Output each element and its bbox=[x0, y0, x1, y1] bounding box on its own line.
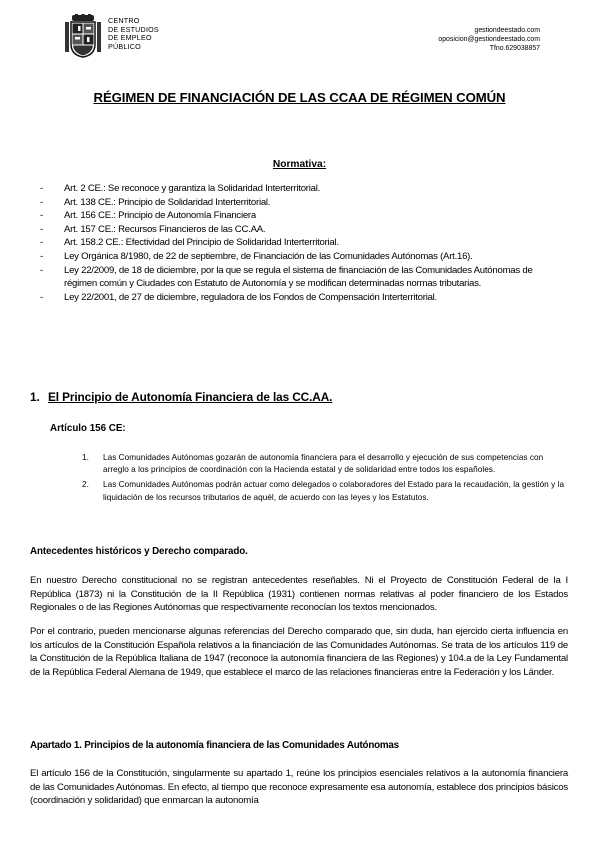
dash-bullet: - bbox=[40, 223, 43, 235]
normativa-item bbox=[40, 196, 564, 210]
article-item-text: Las Comunidades Autónomas podrán actuar como delegados o colaboradores del Estado para la recaudación, la gestión y la liquidación de los recursos tributarios de aquél, de acuerdo con las leyes y los Estatutos. bbox=[103, 480, 565, 502]
section-title: El Principio de Autonomía Financiera de las CC.AA. bbox=[48, 390, 333, 404]
website-text: gestiondeestado.com bbox=[474, 27, 540, 34]
normativa-item bbox=[40, 291, 564, 305]
article-item-text: Las Comunidades Autónomas gozarán de autonomía financiera para el desarrollo y ejecución de sus competencias con arreglo a los principios de coordinación con la Hacienda estatal y de solidaridad entre todos los españoles. bbox=[103, 453, 544, 475]
normativa-item bbox=[40, 236, 564, 250]
dash-bullet: - bbox=[40, 183, 43, 194]
normativa-item-text: Ley 22/2009, de 18 de diciembre, por la que se regula el sistema de financiación de las Comunidades Autónomas de régimen común y Ciudades con Estatuto de Autonomía y se modifican determinadas normas tributarias. bbox=[64, 264, 533, 290]
normativa-item-text: Art. 156 CE.: Principio de Autonomía Financiera bbox=[64, 210, 256, 222]
normativa-item-text: Art. 2 CE.: Se reconoce y garantiza la Solidaridad Interterritorial. bbox=[64, 183, 321, 194]
item-number: 2. bbox=[82, 480, 89, 490]
paragraph: El artículo 156 de la Constitución, singularmente su apartado 1, reúne los principios esenciales relativos a la autonomía financiera de las Comunidades Autónomas. En efecto, al tiempo que reconoce expresamente esa autonomía, establece dos principios básicos (coordinación y solidaridad) que enmarcan la autonomía bbox=[30, 768, 568, 807]
antecedentes-heading: Antecedentes históricos y Derecho comparado. bbox=[30, 546, 248, 557]
normativa-list bbox=[40, 182, 564, 304]
coat-of-arms-logo bbox=[64, 14, 102, 58]
normativa-item-text: Art. 158.2 CE.: Efectividad del Principio de Solidaridad Interterritorial. bbox=[64, 237, 339, 249]
normativa-item-text: Ley Orgánica 8/1980, de 22 de septiembre, de Financiación de las Comunidades Autónomas (Art.16). bbox=[64, 250, 473, 262]
email-text: oposicion@gestiondeestado.com bbox=[438, 35, 540, 43]
normativa-item bbox=[40, 264, 564, 291]
institution-line: DE EMPLEO bbox=[108, 33, 152, 43]
normativa-item-text: Ley 22/2001, de 27 de diciembre, reguladora de los Fondos de Compensación Interterritorial. bbox=[64, 291, 437, 303]
institution-name bbox=[108, 17, 159, 51]
document-title: RÉGIMEN DE FINANCIACIÓN DE LAS CCAA DE RÉGIMEN COMÚN bbox=[93, 90, 506, 105]
normativa-item-text: Art. 138 CE.: Principio de Solidaridad Interterritorial. bbox=[64, 196, 271, 208]
phone-text: Tfno.629038857 bbox=[489, 44, 540, 52]
normativa-item bbox=[40, 223, 564, 237]
institution-line: PÚBLICO bbox=[108, 41, 141, 51]
normativa-heading: Normativa: bbox=[272, 159, 327, 170]
dash-bullet: - bbox=[40, 250, 43, 262]
apartado-heading: Apartado 1. Principios de la autonomía financiera de las Comunidades Autónomas bbox=[30, 740, 399, 751]
dash-bullet: - bbox=[40, 264, 43, 276]
article-list bbox=[82, 452, 565, 507]
institution-line: DE ESTUDIOS bbox=[108, 24, 159, 34]
institution-line: CENTRO bbox=[108, 16, 140, 25]
paragraph: En nuestro Derecho constitucional no se registran antecedentes reseñables. Ni el Proyecto de Constitución Federal de la I República (1873) ni la Constitución de la II República (1931) contienen normas relativas al poder financiero de los Estados Regionales o de las Regiones Autónomas que respectivamente reconocían los textos mencionados. bbox=[30, 575, 568, 614]
dash-bullet: - bbox=[40, 291, 43, 303]
article-heading: Artículo 156 CE: bbox=[50, 423, 126, 434]
normativa-item-text: Art. 157 CE.: Recursos Financieros de las CC.AA. bbox=[64, 223, 266, 235]
item-number: 1. bbox=[82, 453, 89, 462]
section-heading bbox=[30, 390, 332, 404]
contact-block bbox=[438, 27, 540, 53]
section-number: 1. bbox=[30, 390, 40, 404]
dash-bullet: - bbox=[40, 237, 43, 249]
normativa-item bbox=[40, 250, 564, 264]
article-item bbox=[82, 479, 565, 503]
dash-bullet: - bbox=[40, 210, 43, 222]
normativa-item bbox=[40, 182, 564, 196]
normativa-item bbox=[40, 209, 564, 223]
paragraph: Por el contrario, pueden mencionarse algunas referencias del Derecho comparado que, sin duda, han ejercido cierta influencia en los artículos de la Constitución Española relativos a la financiación de las Comunidades Autónomas. Se trata de los artículos 119 de la Constitución de la República Italiana de 1947 (reconoce la autonomía financiera de las Regiones) y 104.a de la Ley Fundamental de la República Federal Alemana de 1949, que establece el marco de las relaciones financieras entre la Federación y los Länder. bbox=[30, 626, 568, 678]
dash-bullet: - bbox=[40, 196, 43, 208]
article-item bbox=[82, 452, 565, 476]
